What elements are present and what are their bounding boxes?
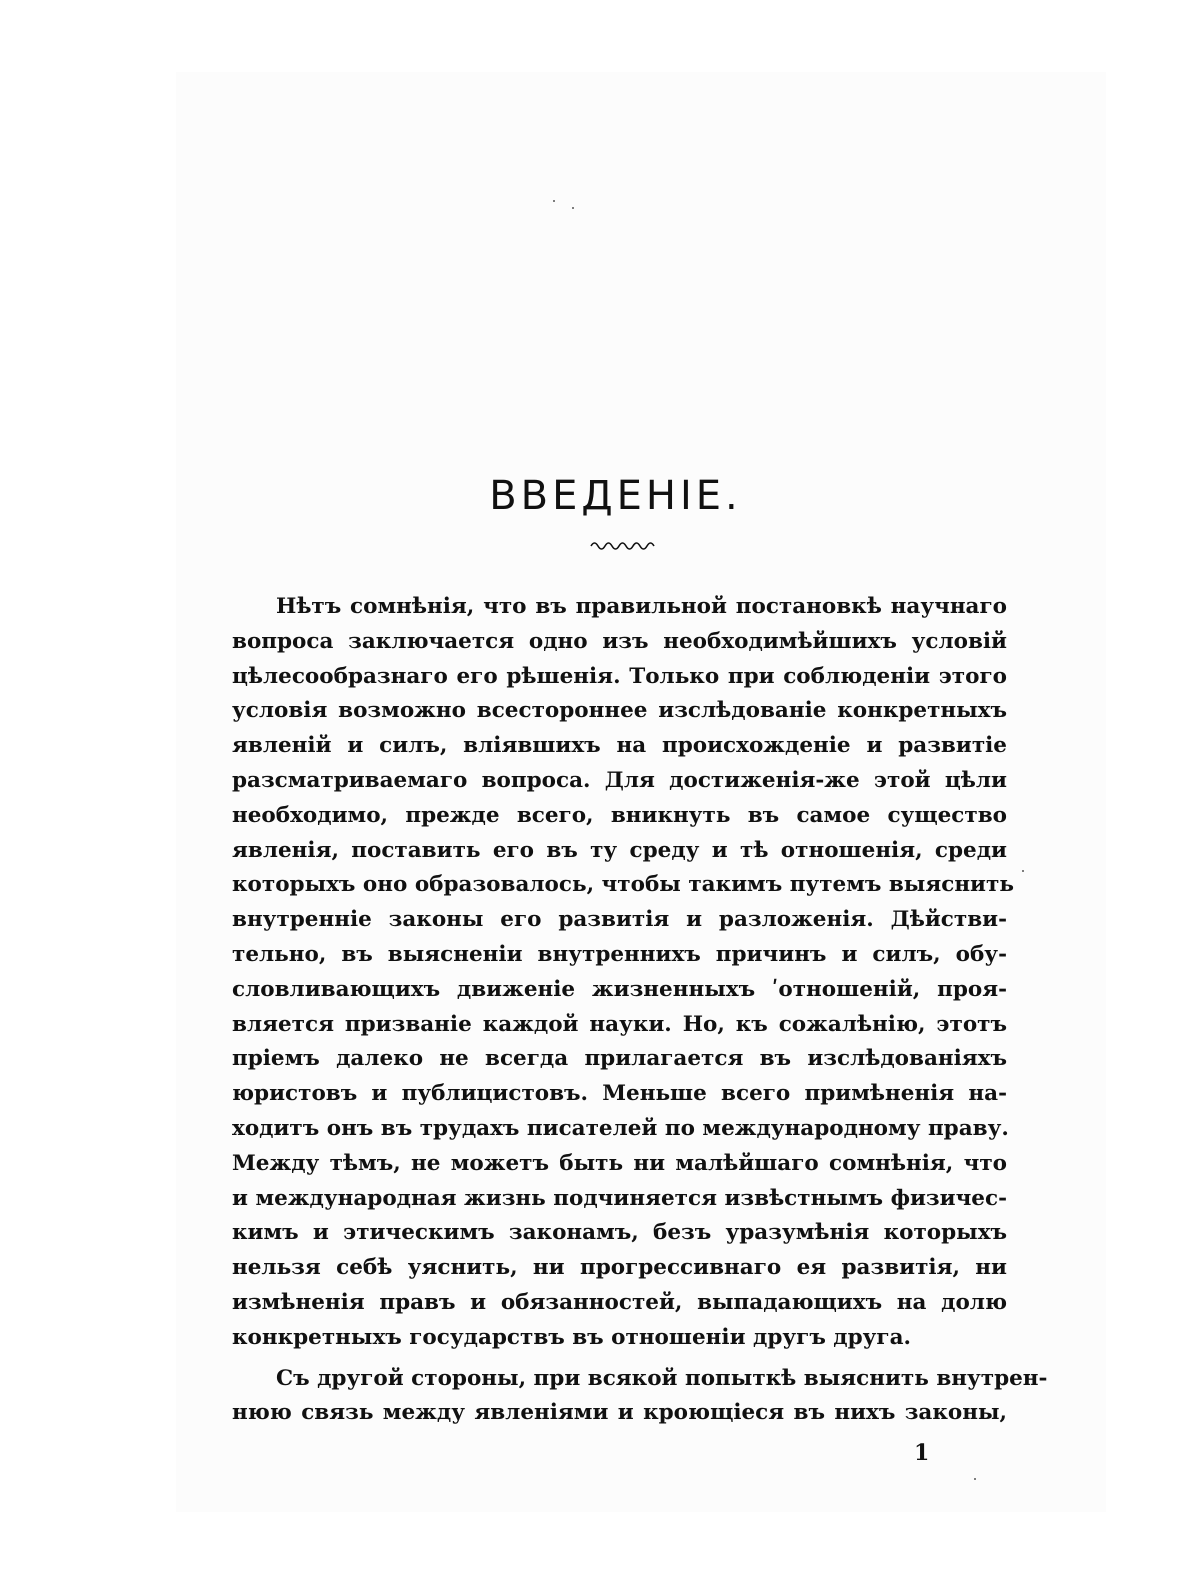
text-line: цѣлесообразнаго его рѣшенія. Только при соблюденіи этого xyxy=(232,663,1007,689)
text-line: нюю связь между явленіями и кроющіеся въ нихъ законы, xyxy=(232,1400,1007,1426)
text-line: которыхъ оно образовалось, чтобы такимъ путемъ выяснить xyxy=(232,872,1014,898)
text-line: кимъ и этическимъ законамъ, безъ уразумѣнія которыхъ xyxy=(232,1220,1007,1246)
text-line: и международная жизнь подчиняется извѣстнымъ физичес- xyxy=(232,1185,1007,1211)
text-line: ходитъ онъ въ трудахъ писателей по международному праву. xyxy=(232,1115,1009,1141)
text-line: внутренніе законы его развитія и разложенія. Дѣйстви- xyxy=(232,907,1007,933)
text-line: конкретныхъ государствъ въ отношеніи другъ друга. xyxy=(232,1324,912,1350)
text-line: явленія, поставить его въ ту среду и тѣ отношенія, среди xyxy=(232,837,1007,863)
text-line: тельно, въ выясненіи внутреннихъ причинъ и силъ, обу- xyxy=(232,941,1007,967)
text-line: нельзя себѣ уяснить, ни прогрессивнаго ея развитія, ни xyxy=(232,1255,1007,1281)
wavy-line-ornament-icon xyxy=(590,538,656,552)
text-line: необходимо, прежде всего, вникнуть въ самое существо xyxy=(232,802,1007,828)
text-line: Нѣтъ сомнѣнія, что въ правильной постановкѣ научнаго xyxy=(276,594,1007,619)
text-line: пріемъ далеко не всегда прилагается въ изслѣдованіяхъ xyxy=(232,1046,1007,1072)
print-speck xyxy=(572,207,574,209)
text-line: вляется призваніе каждой науки. Но, къ сожалѣнію, этотъ xyxy=(232,1011,1007,1037)
text-line: Между тѣмъ, не можетъ быть ни малѣйшаго сомнѣнія, что xyxy=(232,1150,1007,1176)
text-line: Съ другой стороны, при всякой попыткѣ выяснить внутрен- xyxy=(276,1365,1048,1391)
body-text xyxy=(232,590,1048,1431)
print-speck xyxy=(974,1478,976,1480)
page-number: 1 xyxy=(914,1440,930,1466)
print-speck xyxy=(553,200,555,202)
text-line: измѣненія правъ и обязанностей, выпадающихъ на долю xyxy=(232,1289,1007,1315)
print-speck xyxy=(1022,870,1024,872)
chapter-title: ВВЕДЕНІЕ. xyxy=(489,473,742,519)
text-line: вопроса заключается одно изъ необходимѣйшихъ условій xyxy=(232,628,1007,654)
text-line: словливающихъ движеніе жизненныхъ ʹотношеній, проя- xyxy=(232,976,1007,1002)
paragraph xyxy=(232,590,1014,1356)
text-line: разсматриваемаго вопроса. Для достиженія-же этой цѣли xyxy=(232,767,1007,793)
text-line: условія возможно всестороннее изслѣдованіе конкретныхъ xyxy=(232,698,1007,724)
text-line: юристовъ и публицистовъ. Меньше всего примѣненія на- xyxy=(232,1081,1007,1107)
text-line: явленій и силъ, вліявшихъ на происхожденіе и развитіе xyxy=(232,733,1007,759)
paragraph xyxy=(232,1362,1048,1432)
